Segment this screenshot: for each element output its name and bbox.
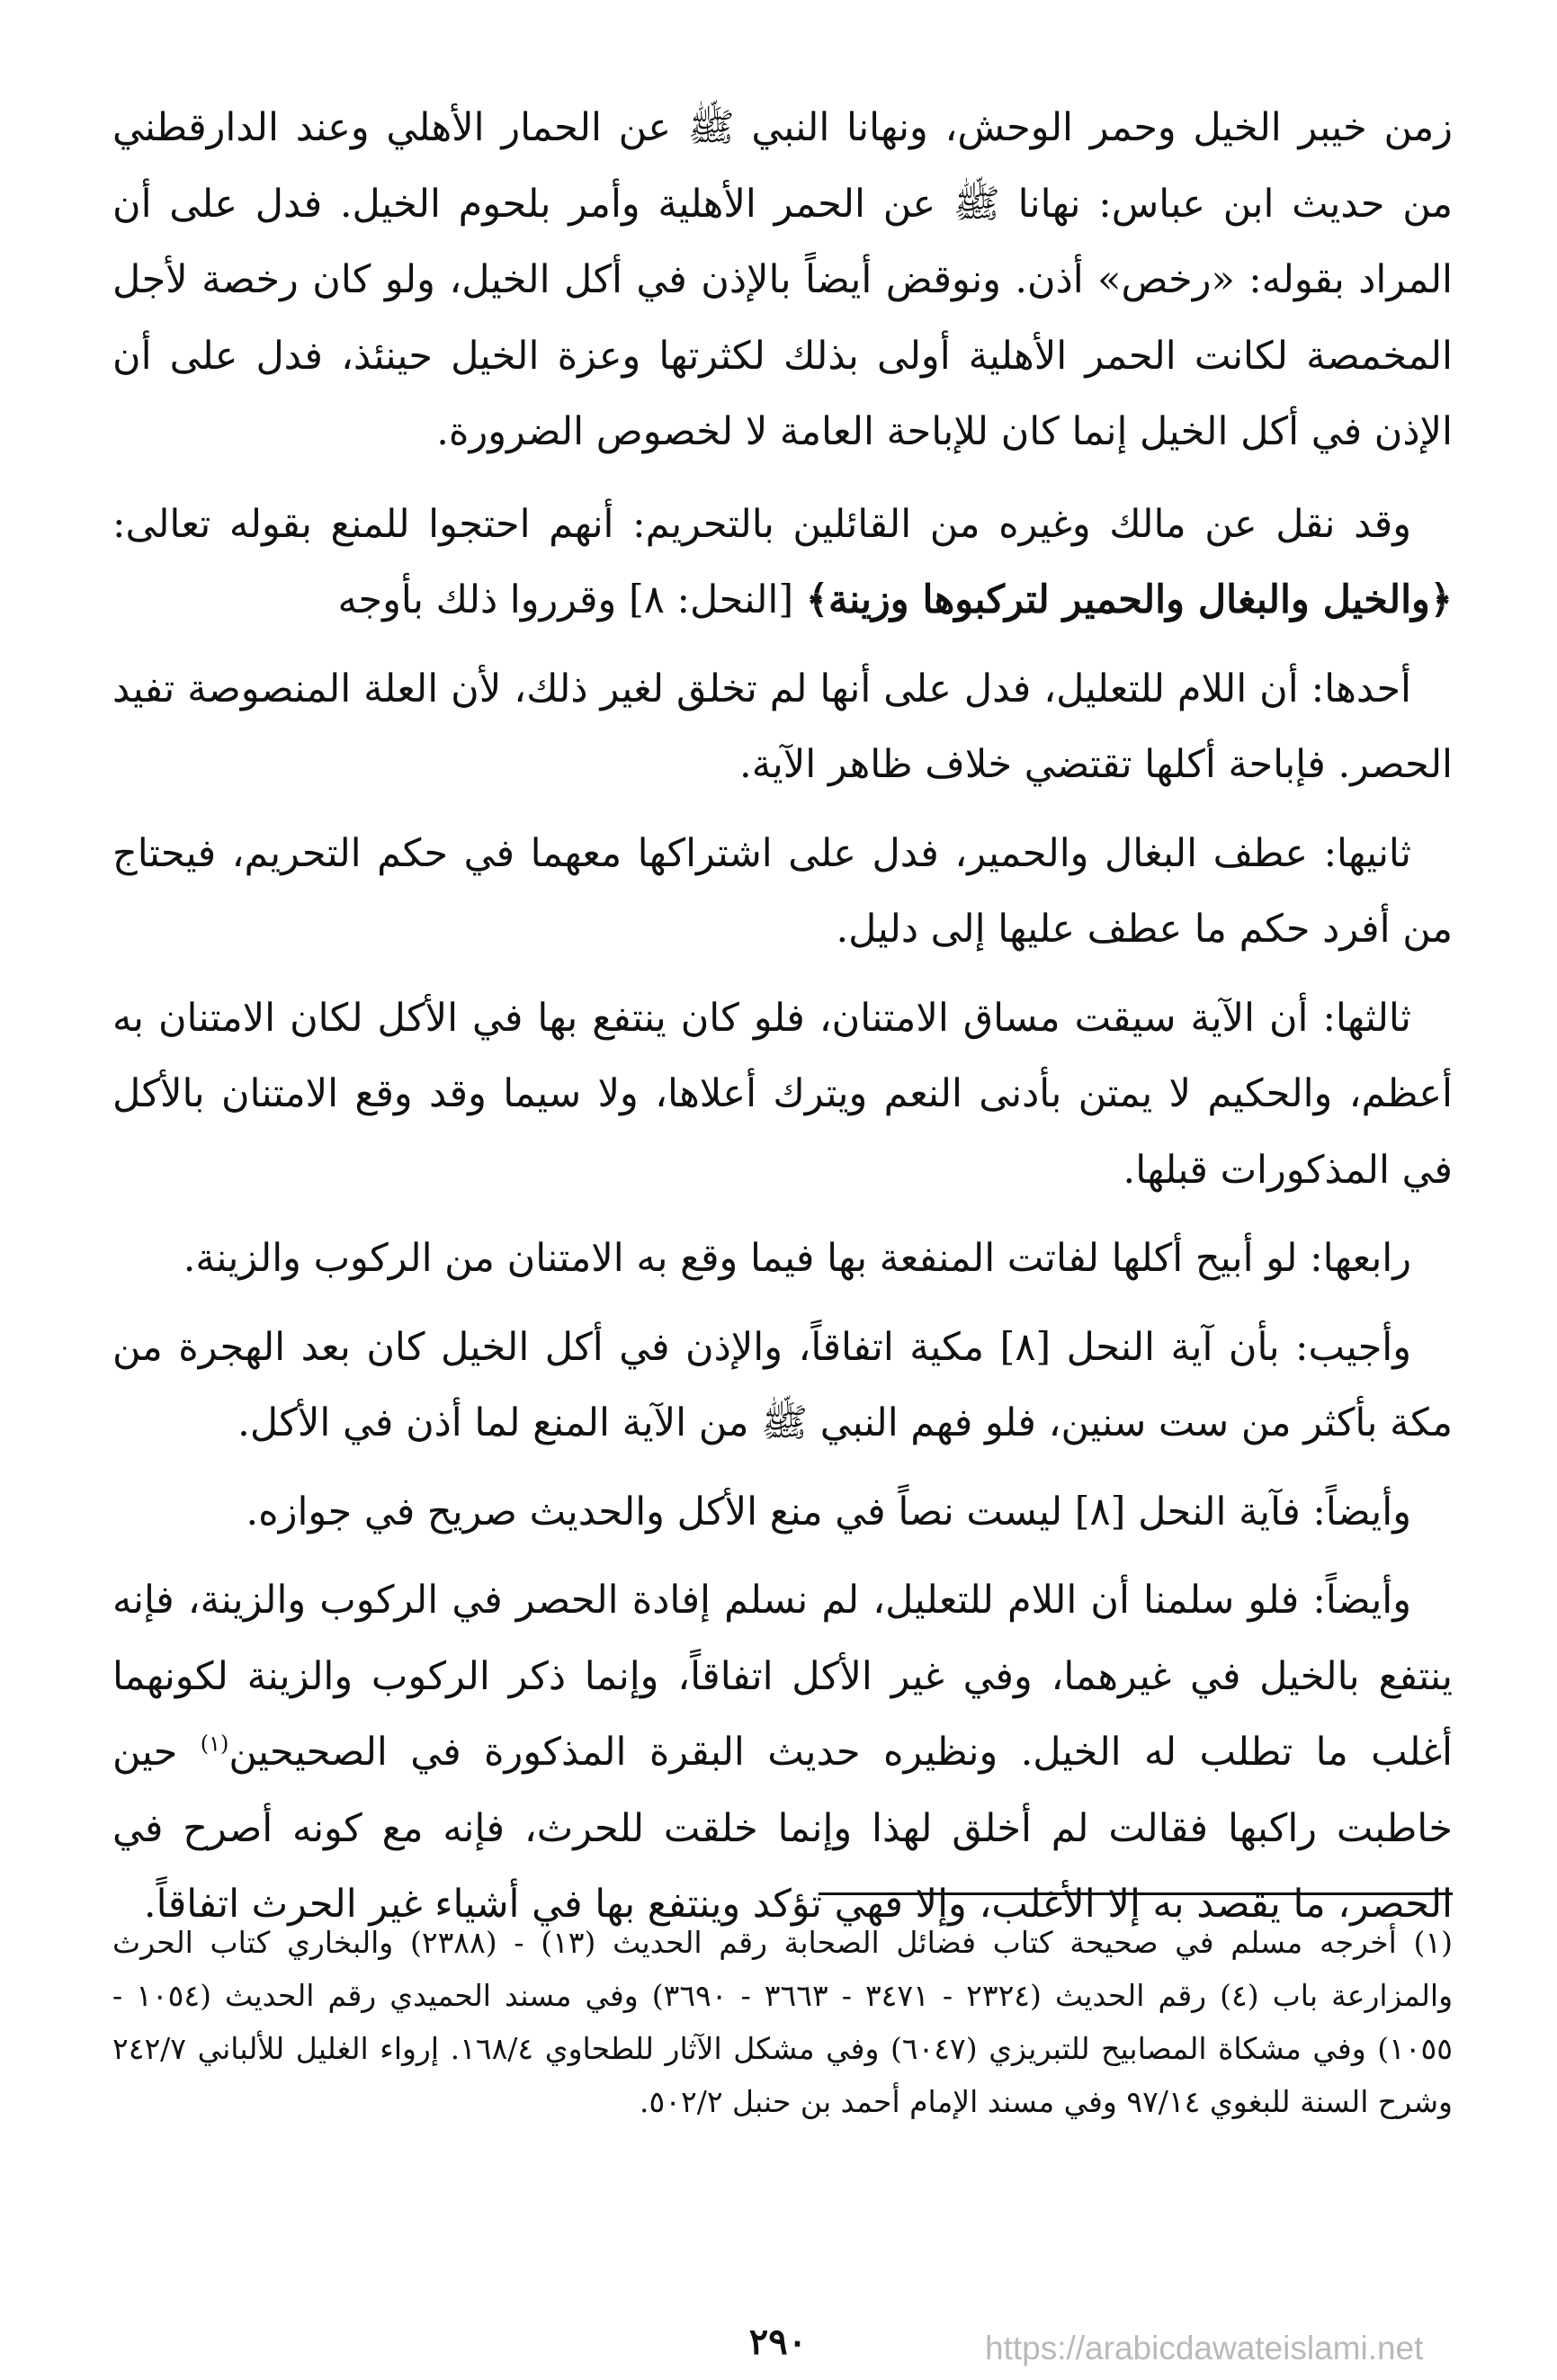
paragraph-4: ثانيها: عطف البغال والحمير، فدل على اشتراكها معهما في حكم التحريم، فيحتاج من أفرد حكم ما عطف عليها إلى دليل. — [112, 830, 1453, 952]
paragraph-2-rest: [النحل: ٨] وقرروا ذلك بأوجه — [337, 577, 794, 622]
paragraph-9-part-a: وأيضاً: فلو سلمنا أن اللام للتعليل، لم نسلم إفادة الحصر في الركوب والزينة، فإنه ينتفع بالخيل في غيرهما، وفي غير الأكل اتفاقاً، وإنما ذكر الركوب والزينة لكونهما أغلب ما تطلب له الخيل. ونظيره حديث البقرة المذكورة في الصحيحين — [112, 1578, 1454, 1775]
main-text — [112, 90, 1453, 1955]
footnotes — [112, 1916, 1453, 2128]
paragraph-7: وأجيب: بأن آية النحل [٨] مكية اتفاقاً، والإذن في أكل الخيل كان بعد الهجرة من مكة بأكثر من ست سنين، فلو فهم النبي ﷺ من الآية المنع لما أذن في الأكل. — [112, 1324, 1453, 1445]
footnote-1: (١) أخرجه مسلم في صحيحة كتاب فضائل الصحابة رقم الحديث (١٣) - (٢٣٨٨) والبخاري كتاب الحرث والمزارعة باب (٤) رقم الحديث (٢٣٢٤ - ٣٤٧١ - ٣٦٦٣ - ٣٦٩٠) وفي مسند الحميدي رقم الحديث (١٠٥٤ - ١٠٥٥) وفي مشكاة المصابيح للتبريزي (٦٠٤٧) وفي مشكل الآثار للطحاوي ١٦٨/٤. إرواء الغليل للألباني ٢٤٢/٧ وشرح السنة للبغوي ٩٧/١٤ وفي مسند الإمام أحمد بن حنبل ٥٠٢/٢. — [112, 1925, 1454, 2119]
footnote-marker: (١) — [200, 1731, 229, 1757]
paragraph-8: وأيضاً: فآية النحل [٨] ليست نصاً في منع الأكل والحديث صريح في جوازه. — [246, 1489, 1411, 1534]
footnote-divider — [819, 1892, 1453, 1895]
paragraph-9 — [112, 1562, 1453, 1943]
paragraph-2-intro: وقد نقل عن مالك وغيره من القائلين بالتحريم: أنهم احتجوا للمنع بقوله تعالى: — [112, 501, 1411, 547]
paragraph-6: رابعها: لو أبيح أكلها لفاتت المنفعة بها فيما وقع به الامتنان من الركوب والزينة. — [183, 1236, 1411, 1281]
paragraph-1: زمن خيبر الخيل وحمر الوحش، ونهانا النبي ﷺ عن الحمار الأهلي وعند الدارقطني من حديث ابن عباس: نهانا ﷺ عن الحمر الأهلية وأمر بلحوم الخيل. فدل على أن المراد بقوله: «رخص»‏ أذن. ونوقض أيضاً بالإذن في أكل الخيل، ولو كان رخصة لأجل المخمصة لكانت الحمر الأهلية أولى بذلك لكثرتها وعزة الخيل حينئذ، فدل على أن الإذن في أكل الخيل إنما كان للإباحة العامة لا لخصوص الضرورة. — [112, 105, 1453, 454]
paragraph-5: ثالثها: أن الآية سيقت مساق الامتنان، فلو كان ينتفع بها في الأكل لكان الامتنان به أعظم، والحكيم لا يمتن بأدنى النعم ويترك أعلاها، ولا سيما وقد وقع الامتنان بالأكل في المذكورات قبلها. — [112, 995, 1453, 1193]
paragraph-2 — [112, 487, 1453, 639]
quran-verse: ﴿والخيل والبغال والحمير لتركبوها وزينة﴾ — [805, 577, 1453, 622]
watermark-url: https://arabicdawateislami.net — [985, 2330, 1424, 2367]
paragraph-3: أحدها: أن اللام للتعليل، فدل على أنها لم تخلق لغير ذلك، لأن العلة المنصوصة تفيد الحصر. فإباحة أكلها تقتضي خلاف ظاهر الآية. — [112, 666, 1453, 787]
page-number: ٢٩٠ — [748, 2321, 808, 2363]
paragraph-9-part-b: حين خاطبت راكبها فقالت لم أخلق لهذا وإنما خلقت للحرث، فإنه مع كونه أصرح في الحصر، ما يقصد به إلا الأغلب، وإلا فهي تؤكد وينتفع بها في أشياء غير الحرث اتفاقاً. — [112, 1730, 1453, 1927]
